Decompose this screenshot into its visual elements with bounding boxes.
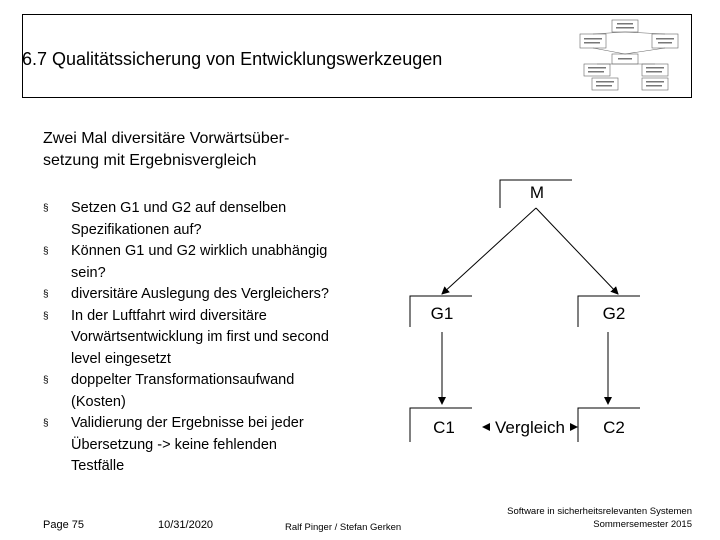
bullet-item <box>43 413 363 478</box>
subtitle-line-1: Zwei Mal diversitäre Vorwärtsüber- <box>43 130 290 147</box>
bullet-text: Können G1 und G2 wirklich unabhängig <box>71 243 328 259</box>
subtitle-line-2: setzung mit Ergebnisvergleich <box>43 152 257 169</box>
bullet-marker: § <box>43 289 49 300</box>
bullet-text: diversitäre Auslegung des Vergleichers? <box>71 286 329 302</box>
footer-date: 10/31/2020 <box>158 519 214 531</box>
bullet-item <box>43 370 363 413</box>
bullet-text: Testfälle <box>71 458 125 474</box>
thumb-box-mid-right <box>642 64 668 76</box>
footer-author: Ralf Pinger / Stefan Gerken <box>285 522 402 533</box>
bullet-text: level eingesetzt <box>71 350 171 367</box>
c2-label: C2 <box>603 418 625 437</box>
bullet-text: In der Luftfahrt wird diversitäre <box>71 307 267 324</box>
bullet-list <box>43 198 363 478</box>
bullet-marker: § <box>43 310 49 322</box>
bullet-text: Übersetzung -> keine fehlenden <box>71 436 277 453</box>
bullet-marker: § <box>43 418 49 429</box>
compiler-diagram <box>400 172 640 452</box>
bullet-text: Spezifikationen auf? <box>71 221 202 238</box>
g2-label: G2 <box>602 304 626 323</box>
subtitle <box>43 128 353 172</box>
g1-label: G1 <box>430 304 454 323</box>
bullet-item <box>43 198 363 241</box>
bullet-marker: § <box>43 203 49 214</box>
c1-label: C1 <box>433 418 455 437</box>
footer-course-title: Software in sicherheitsrelevanten Systemen <box>507 506 692 517</box>
bullet-text: sein? <box>71 264 106 281</box>
comparator-arrow-left <box>482 423 490 431</box>
arrow-m-g1 <box>442 208 536 294</box>
footer-semester: Sommersemester 2015 <box>593 519 692 530</box>
footer-course <box>507 505 692 531</box>
bullet-item <box>43 306 363 371</box>
thumb-box-top <box>612 20 638 32</box>
thumb-box-left <box>580 34 606 48</box>
bullet-marker: § <box>43 246 49 257</box>
thumb-box-bottom-right <box>642 78 668 90</box>
comparator-arrow-right <box>570 423 578 431</box>
slide-title: 6.7 Qualitätssicherung von Entwicklungswerkzeugen <box>22 49 443 69</box>
thumb-box-right <box>652 34 678 48</box>
bullet-text: doppelter Transformationsaufwand <box>71 372 295 388</box>
bullet-text: Vorwärtsentwicklung im first und second <box>71 329 329 345</box>
thumb-box-mid-left <box>584 64 610 76</box>
bullet-text: (Kosten) <box>71 393 126 410</box>
bullet-item <box>43 284 363 306</box>
comparator-label: Vergleich <box>495 418 565 437</box>
bullet-text: Setzen G1 und G2 auf denselben <box>71 200 287 216</box>
bullet-item <box>43 241 363 284</box>
bullet-text: Validierung der Ergebnisse bei jeder <box>71 415 304 431</box>
model-label: M <box>529 183 545 202</box>
footer-page-number: Page 75 <box>43 519 84 531</box>
thumb-box-bottom-left <box>592 78 618 90</box>
overview-thumbnail <box>562 4 688 92</box>
bullet-marker: § <box>43 375 49 386</box>
arrow-m-g2 <box>536 208 618 294</box>
